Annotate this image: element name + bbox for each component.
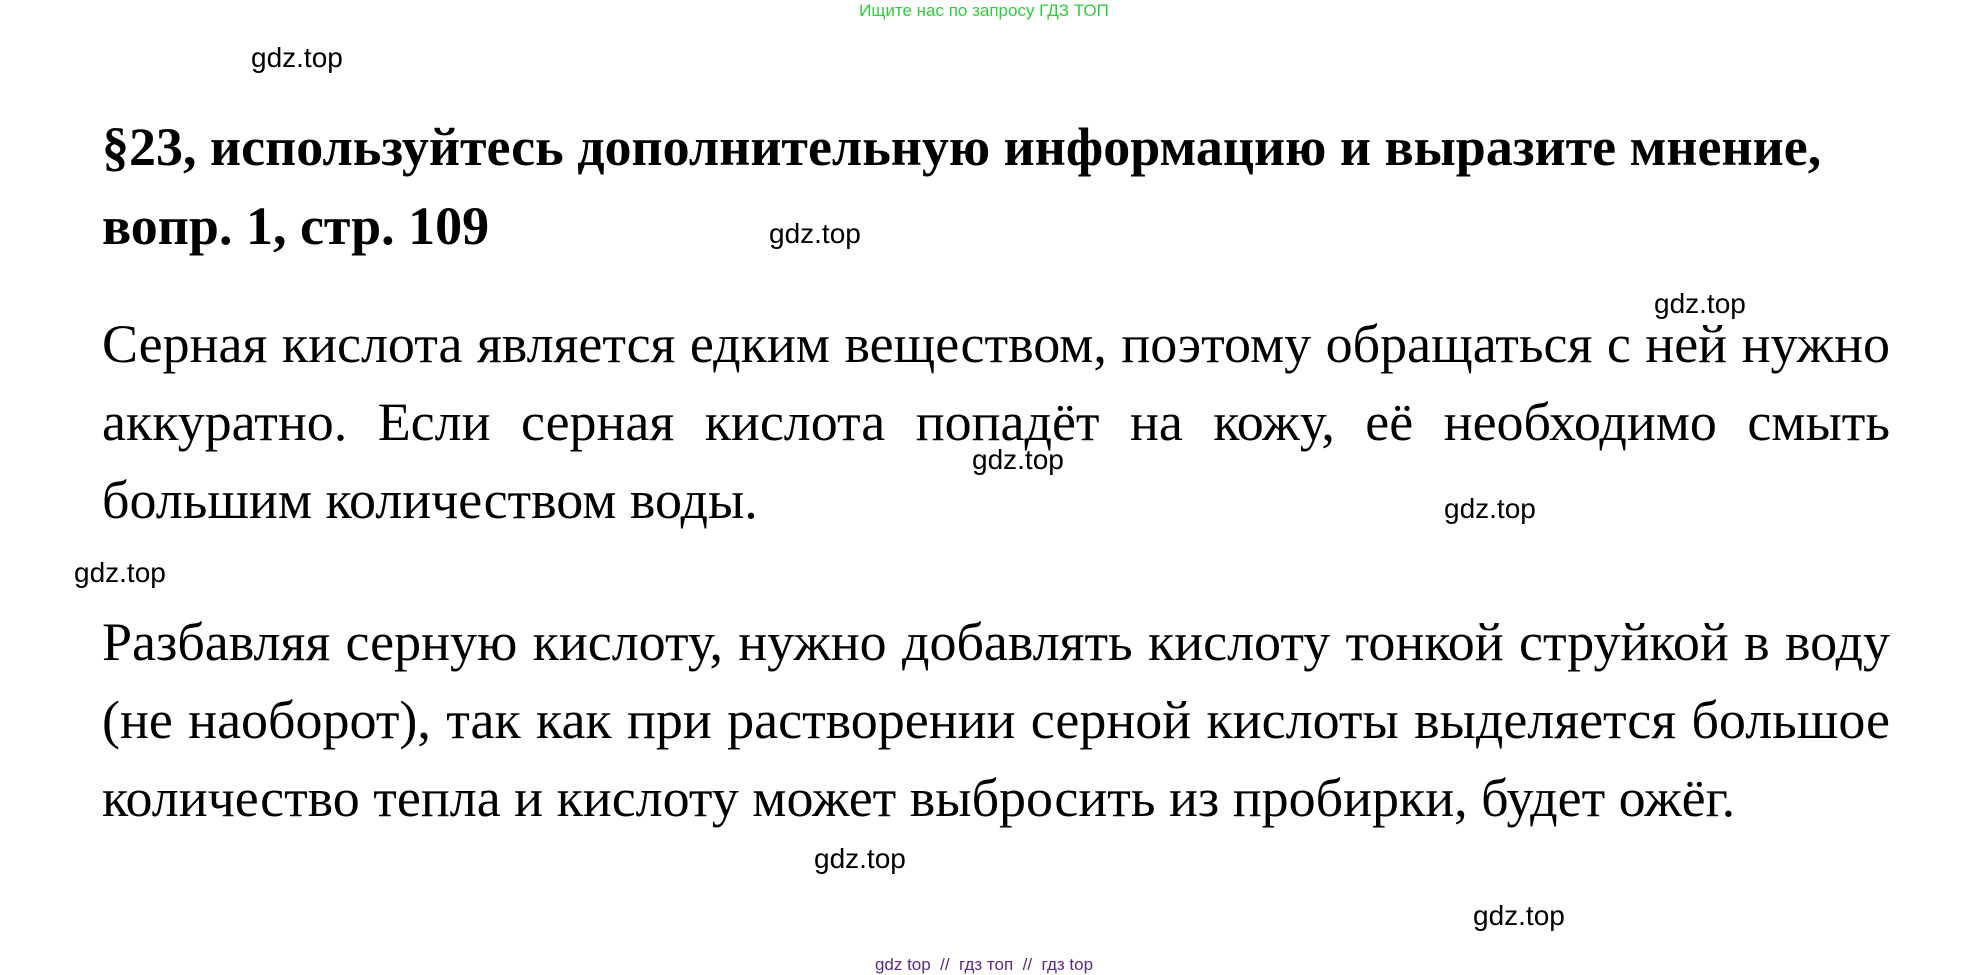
watermark: gdz.top [769, 218, 861, 249]
page-title [102, 108, 1902, 266]
watermark: gdz.top [972, 444, 1064, 475]
watermark: gdz.top [74, 557, 166, 588]
watermark: gdz.top [1654, 288, 1746, 319]
watermark: gdz.top [814, 843, 906, 874]
watermark: gdz.top [251, 42, 343, 73]
answer-paragraph-1: Серная кислота является едким веществом, поэтому обращаться с ней нужно аккуратно. Если серная кислота попадёт на кожу, её необходимо смыть большим количеством воды. [102, 314, 1890, 530]
top-banner: Ищите нас по запросу ГДЗ ТОП [859, 1, 1109, 20]
answer-paragraph-2: Разбавляя серную кислоту, нужно добавлять кислоту тонкой струйкой в воду (не наоборот), так как при растворении серной кислоты выделяется большое количество тепла и кислоту может выбросить из пробирки, будет ожёг. [102, 612, 1890, 828]
heading-text: §23, используйтесь дополнительную информацию и выразите мнение, вопр. 1, стр. 109 [102, 117, 1822, 256]
watermark: gdz.top [1473, 900, 1565, 931]
watermark: gdz.top [1444, 493, 1536, 524]
footer-watermark: gdz top // гдз топ // гдз top [874, 955, 1094, 974]
